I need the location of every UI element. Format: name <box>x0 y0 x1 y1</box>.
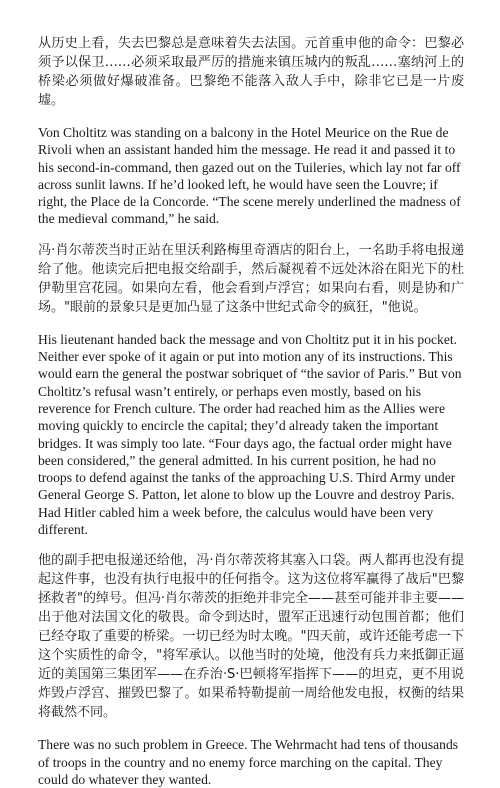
paragraph-zh-1: 从历史上看，失去巴黎总是意味着失去法国。元首重申他的命令：巴黎必须予以保卫……必须采取最严厉的措施来镇压城内的叛乱……塞纳河上的桥梁必须做好爆破准备。巴黎绝不能落入敌人手中，除非它已是一片废墟。 <box>38 36 464 108</box>
paragraph-en-2: His lieutenant handed back the message and von Choltitz put it in his pocket. Neither ever spoke of it again or put into motion any of its instructions. This would earn the general the postwar sobriquet of “the savior of Paris.” But von Choltitz’s refusal wasn’t entirely, or perhaps even mostly, based on his reverence for French culture. The order had reached him as the Allies were moving quickly to encircle the capital; they’d already taken the important bridges. It was simply too late. “Four days ago, the factual order might have been considered,” the general admitted. In his current position, he had no troops to defend against the tanks of the approaching U.S. Third Army under General George S. Patton, let alone to blow up the Louvre and destroy Paris. Had Hitler cabled him a week before, the calculus would have been very different. <box>38 331 462 538</box>
paragraph-en-1: Von Choltitz was standing on a balcony in the Hotel Meurice on the Rue de Rivoli when an assistant handed him the message. He read it and passed it to his second-in-command, then gazed out on the Tuileries, which lay not far off across sunlit lawns. If he’d looked left, he would have seen the Louvre; if right, the Place de la Concorde. “The scene merely underlined the madness of the medieval command,” he said. <box>38 125 461 227</box>
document-page <box>38 34 464 788</box>
paragraph-zh-3: 他的副手把电报递还给他，冯·肖尔蒂茨将其塞入口袋。两人都再也没有提起这件事，也没有执行电报中的任何指令。这为这位将军赢得了战后"巴黎拯救者"的绰号。但冯·肖尔蒂茨的拒绝并非完全——甚至可能并非主要——出于他对法国文化的敬畏。命令到达时，盟军正迅速行动包围首都；他们已经夺取了重要的桥梁。一切已经为时太晚。"四天前，或许还能考虑一下这个实质性的命令，"将军承认。以他当时的处境，他没有兵力来抵御正逼近的美国第三集团军——在乔治·S·巴顿将军指挥下——的坦克，更不用说炸毁卢浮宫、摧毁巴黎了。如果希特勒提前一周给他发电报，权衡的结果将截然不同。 <box>38 553 464 721</box>
paragraph-zh-2: 冯·肖尔蒂茨当时正站在里沃利路梅里奇酒店的阳台上，一名助手将电报递给了他。他读完后把电报交给副手，然后凝视着不远处沐浴在阳光下的杜伊勒里宫花园。如果向左看，他会看到卢浮宫；如果向右看，则是协和广场。"眼前的景象只是更加凸显了这条中世纪式命令的疯狂，"他说。 <box>38 242 464 315</box>
paragraph-en-3: There was no such problem in Greece. The Wehrmacht had tens of thousands of troops in the country and no enemy force marching on the capital. They could do whatever they wanted. <box>38 737 459 787</box>
